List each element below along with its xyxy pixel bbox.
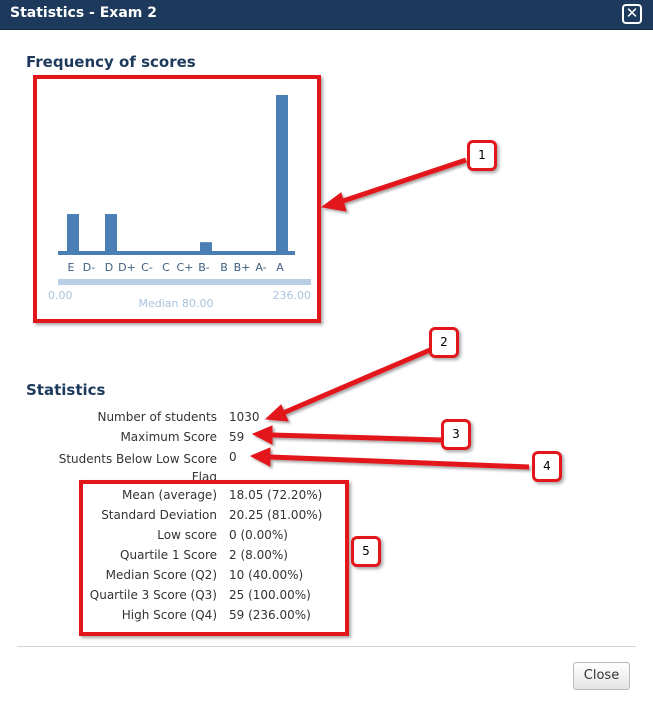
callout-1: 1 (467, 140, 497, 171)
stat-value: 59 (236.00%) (229, 608, 311, 622)
stat-value: 25 (100.00%) (229, 588, 311, 602)
frequency-heading: Frequency of scores (26, 53, 196, 71)
stat-label: Students Below Low Score Flag (58, 452, 217, 484)
footer-divider (17, 646, 636, 647)
chart-median-label: Median 80.00 (138, 297, 214, 310)
chart-x-tick-label: A- (255, 261, 267, 274)
stat-label: Quartile 3 Score (Q3) (89, 588, 217, 602)
chart-x-tick-label: A (276, 261, 284, 274)
stat-value: 2 (8.00%) (229, 548, 288, 562)
chart-x-tick-label: C (162, 261, 170, 274)
stat-label: Maximum Score (120, 430, 217, 444)
chart-x-tick-label: E (67, 261, 75, 274)
dialog-title: Statistics - Exam 2 (10, 5, 157, 21)
chart-x-tick-label: B- (198, 261, 210, 274)
stat-value: 10 (40.00%) (229, 568, 304, 582)
stat-label: Standard Deviation (101, 508, 217, 522)
chart-x-tick-label: D- (82, 261, 96, 274)
chart-x-tick-label: B+ (233, 261, 251, 274)
stat-label: Number of students (97, 410, 217, 424)
stat-label: Median Score (Q2) (105, 568, 217, 582)
callout-2: 2 (429, 327, 459, 358)
stat-value: 20.25 (81.00%) (229, 508, 323, 522)
callout-3: 3 (441, 419, 471, 450)
chart-x-tick-label: C- (141, 261, 153, 274)
stat-label: Quartile 1 Score (120, 548, 217, 562)
close-icon[interactable]: ✕ (622, 4, 642, 24)
stat-value: 18.05 (72.20%) (229, 488, 323, 502)
stat-value: 1030 (229, 410, 260, 424)
stat-label: High Score (Q4) (121, 608, 217, 622)
chart-x-tick-label: B (220, 261, 228, 274)
chart-range-max: 236.00 (272, 289, 311, 302)
chart-range-min: 0.00 (48, 289, 73, 302)
chart-x-tick-label: D (104, 261, 114, 274)
chart-x-tick-label: D+ (118, 261, 136, 274)
chart-x-tick-label: C+ (176, 261, 194, 274)
stat-label: Low score (157, 528, 217, 542)
close-button[interactable]: Close (573, 662, 630, 690)
callout-4: 4 (532, 451, 562, 482)
stat-value: 0 (229, 450, 237, 464)
stat-value: 0 (0.00%) (229, 528, 288, 542)
annotation-box-summary (79, 480, 349, 636)
statistics-heading: Statistics (26, 381, 106, 399)
callout-5: 5 (351, 536, 381, 567)
stat-label: Mean (average) (122, 488, 217, 502)
annotation-box-chart (33, 75, 321, 323)
stat-value: 59 (229, 430, 245, 444)
